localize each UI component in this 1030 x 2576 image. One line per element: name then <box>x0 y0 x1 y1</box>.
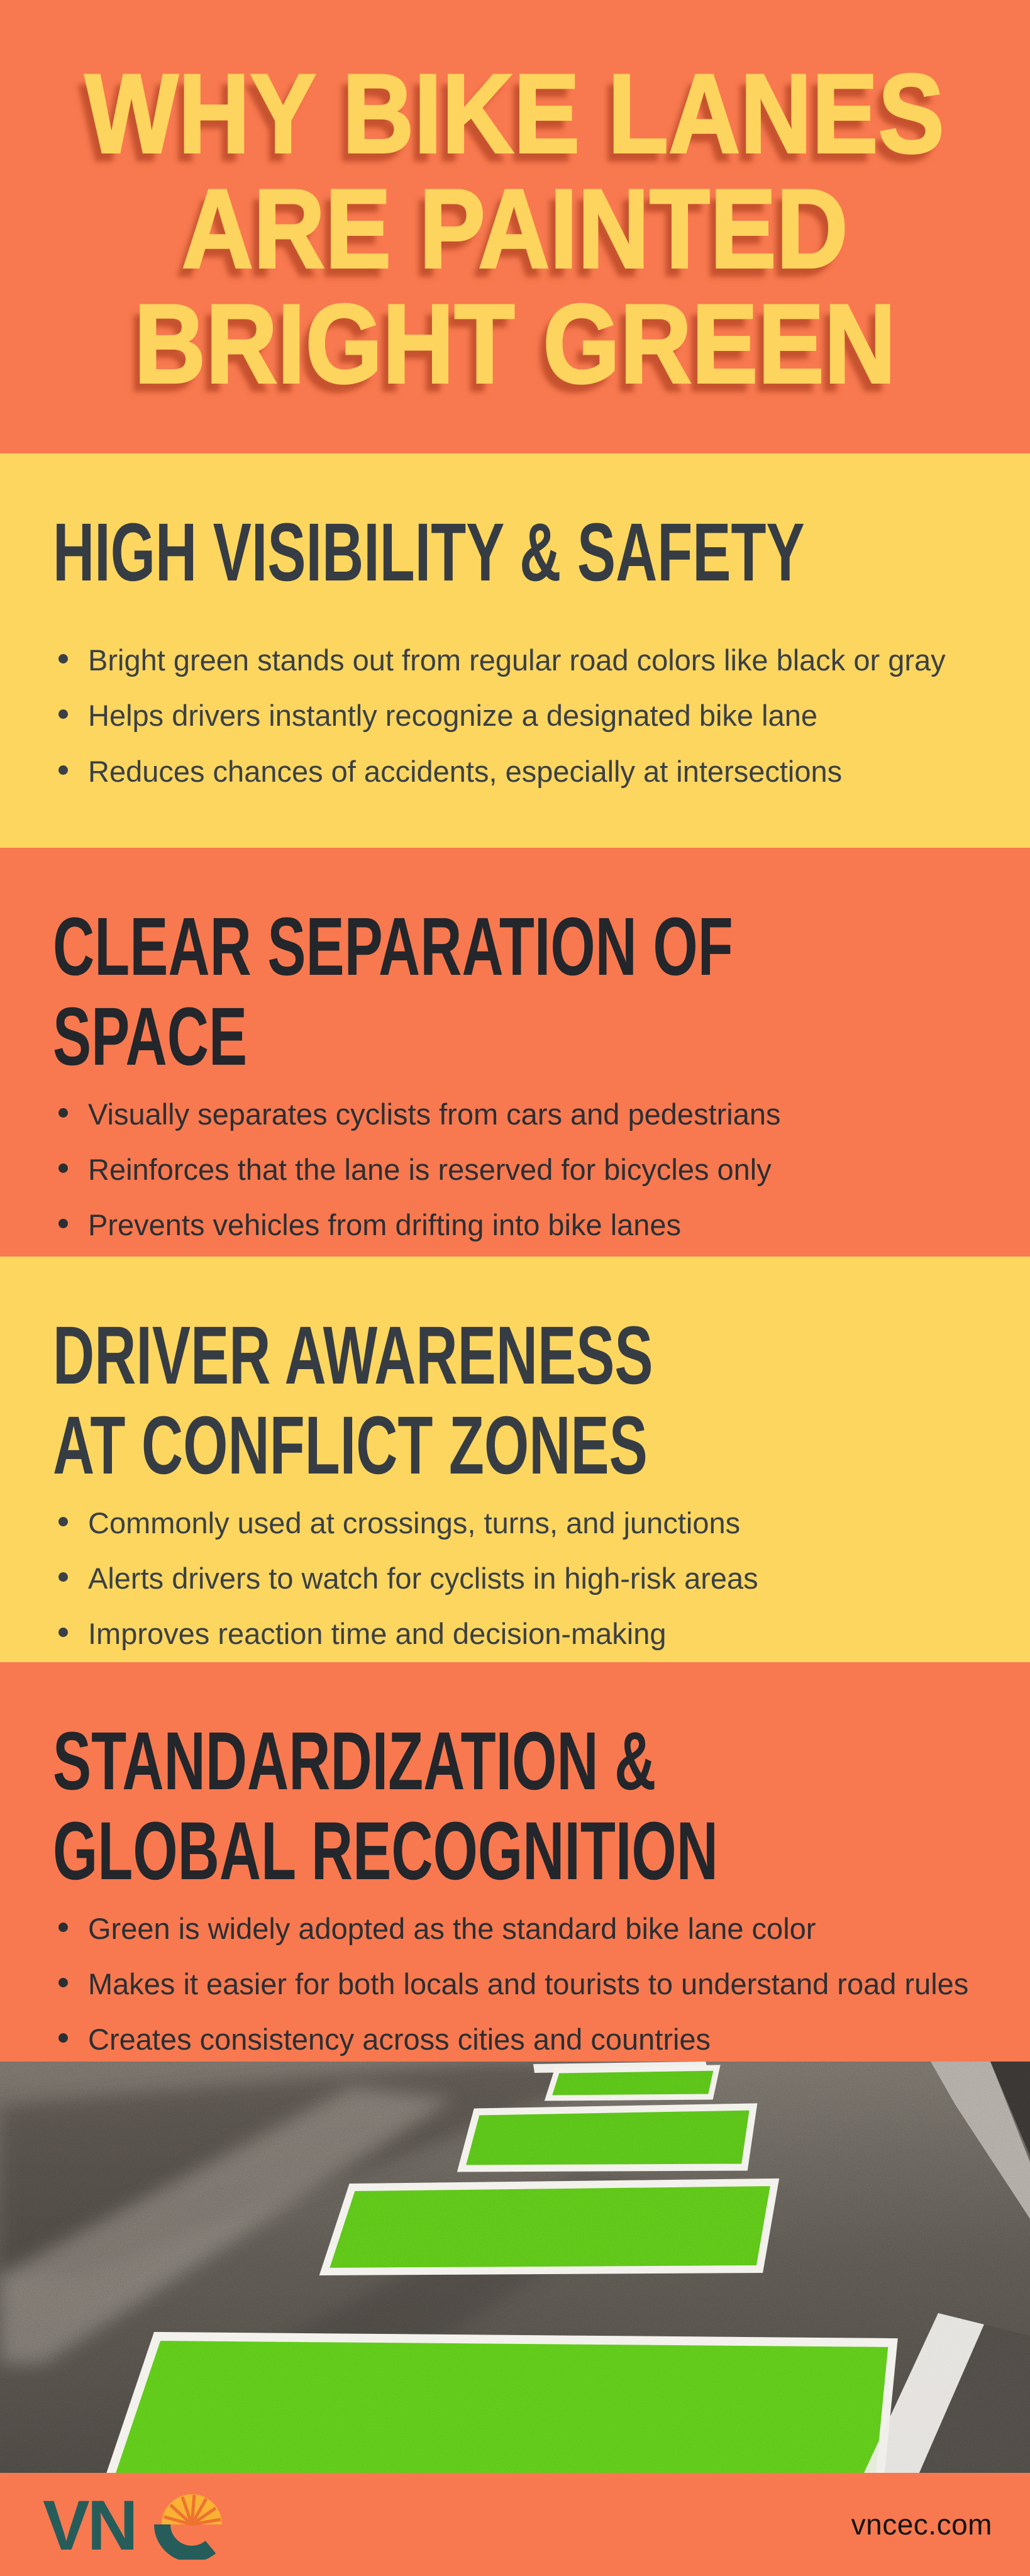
section-clear-separation <box>0 848 1030 1257</box>
asphalt-grain <box>0 2062 1030 2473</box>
bullet-item: Commonly used at crossings, turns, and junctions <box>53 1501 1002 1545</box>
logo-letters: VN <box>43 2489 136 2560</box>
page-title-line: ARE PAINTED <box>182 165 848 291</box>
website-text: vncec.com <box>851 2508 992 2541</box>
heading-line: CLEAR SEPARATION OF <box>53 900 733 992</box>
bullet-item: Helps drivers instantly recognize a designated bike lane <box>53 693 1002 738</box>
page-title-line: WHY BIKE LANES <box>85 50 945 176</box>
heading-line: GLOBAL RECOGNITION <box>53 1804 718 1897</box>
section-high-visibility <box>0 453 1030 848</box>
logo-sun-icon <box>162 2494 222 2554</box>
footer <box>0 2473 1030 2576</box>
heading-line: HIGH VISIBILITY & SAFETY <box>53 506 805 598</box>
heading-line: SPACE <box>53 989 248 1082</box>
title-section <box>0 0 1030 453</box>
bullet-item: Improves reaction time and decision-making <box>53 1611 1002 1656</box>
section-heading <box>53 1311 717 1491</box>
bullet-item: Green is widely adopted as the standard bike lane color <box>53 1906 1002 1951</box>
bullet-item: Alerts drivers to watch for cyclists in high-risk areas <box>53 1556 1002 1601</box>
section-heading <box>53 1716 717 1896</box>
vnc-logo <box>43 2489 231 2560</box>
bullet-list <box>53 1501 1002 1657</box>
page-title-line: BRIGHT GREEN <box>134 281 896 407</box>
bullet-list <box>53 638 1002 794</box>
heading-line: DRIVER AWARENESS <box>53 1309 653 1401</box>
bullet-item: Reinforces that the lane is reserved for bicycles only <box>53 1147 1002 1192</box>
section-heading <box>53 900 733 1082</box>
bullet-item: Visually separates cyclists from cars and pedestrians <box>53 1092 1002 1136</box>
heading-line: AT CONFLICT ZONES <box>53 1398 648 1491</box>
section-driver-awareness <box>0 1257 1030 1662</box>
bullet-item: Makes it easier for both locals and tourists to understand road rules <box>53 1962 1002 2006</box>
bullet-list <box>53 1092 1002 1248</box>
bullet-item: Prevents vehicles from drifting into bike lanes <box>53 1202 1002 1247</box>
bullet-item: Bright green stands out from regular road colors like black or gray <box>53 638 1002 682</box>
bullet-list <box>53 1906 1002 2062</box>
bike-lane-photo-illustration <box>0 2062 1030 2473</box>
bullet-item: Creates consistency across cities and countries <box>53 2017 1002 2062</box>
road-photo <box>0 2062 1030 2473</box>
bullet-item: Reduces chances of accidents, especially at intersections <box>53 749 1002 794</box>
section-standardization <box>0 1662 1030 2062</box>
heading-line: STANDARDIZATION & <box>53 1714 656 1807</box>
section-heading <box>53 506 805 598</box>
